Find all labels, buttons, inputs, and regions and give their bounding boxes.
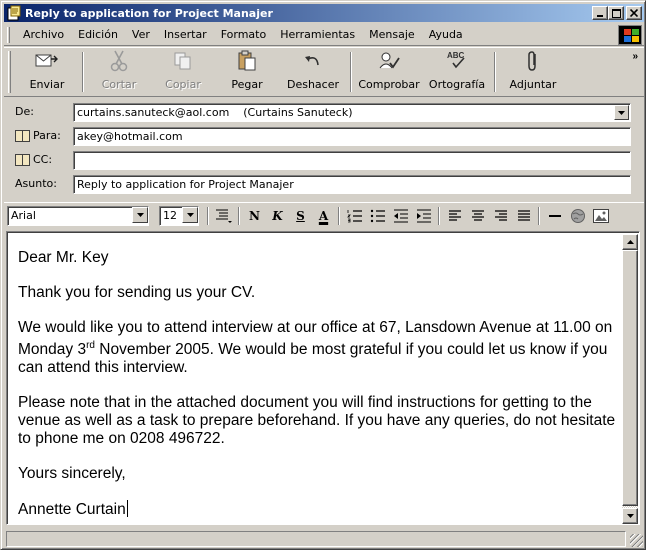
align-center-button[interactable] [466,206,489,226]
paragraph-2-end: November 2005. We would be most grateful if you could let us know if you can attend this interview. [18,341,608,377]
text-caret [127,500,128,517]
to-label[interactable] [15,129,61,142]
scroll-thumb[interactable] [622,250,638,506]
from-label [15,105,34,118]
undo-button[interactable] [279,48,347,96]
cc-field[interactable] [73,151,631,170]
chevron-down-icon [187,213,194,217]
windows-logo-icon [618,25,642,45]
spelling-icon [444,50,470,72]
attach-button[interactable] [499,48,567,96]
font-size-dropdown-button[interactable] [182,207,198,223]
close-button[interactable] [626,6,642,20]
menu-ver[interactable]: Ver [131,28,150,41]
attach-label: Adjuntar [509,78,557,91]
horizontal-line-icon [548,211,562,221]
decrease-indent-icon [393,209,409,223]
formatting-toolbar [4,202,644,228]
font-size-value: 12 [163,208,177,222]
toolbar-separator [82,52,84,92]
minimize-icon [596,9,604,17]
close-icon [630,9,638,17]
numbered-list-icon [347,209,363,223]
menubar-grip[interactable] [7,27,10,43]
address-book-icon [15,154,30,166]
status-bar [4,529,644,548]
underline-button[interactable]: S [296,208,305,223]
paragraph-3: Please note that in the attached document you will find instructions for getting to the venue as well as a task to prepare beforehand. If you have any queries, do not hesitate to phone me on 0208 496722. [18,394,616,448]
align-right-button[interactable] [489,206,512,226]
spelling-icon-text: ABC [447,51,465,60]
menu-herramientas[interactable]: Herramientas [280,28,356,41]
scroll-down-button[interactable] [622,508,638,524]
from-label-text: De: [15,105,34,118]
picture-icon [593,209,609,223]
minimize-button[interactable] [592,6,608,20]
increase-indent-button[interactable] [412,206,435,226]
maximize-button[interactable] [608,6,624,20]
to-value: akey@hotmail.com [77,130,183,143]
subject-label [15,177,57,190]
toolbar-separator [494,52,496,92]
copy-icon [170,50,196,72]
copy-button[interactable] [151,48,215,96]
align-right-icon [494,210,508,222]
address-book-icon [15,130,30,142]
paste-button[interactable] [215,48,279,96]
paperclip-icon [520,50,546,72]
menu-bar [4,24,644,46]
cc-label[interactable] [15,153,52,166]
cut-label: Cortar [101,78,137,91]
from-value: curtains.sanuteck@aol.com (Curtains Sanuteck) [77,106,353,119]
send-label: Enviar [29,78,65,91]
bulleted-list-icon [370,209,386,223]
menu-ayuda[interactable]: Ayuda [428,28,463,41]
align-center-icon [471,210,485,222]
send-mail-icon [34,50,60,72]
paragraph-style-button[interactable] [212,206,235,226]
bold-button[interactable]: N [249,208,260,223]
format-separator [207,207,209,225]
format-separator [338,207,340,225]
vertical-scrollbar[interactable] [622,234,638,524]
insert-picture-button[interactable] [589,206,612,226]
horizontal-line-button[interactable] [543,206,566,226]
numbered-list-button[interactable] [343,206,366,226]
justify-icon [517,210,531,222]
format-separator [438,207,440,225]
from-field[interactable] [73,103,631,122]
message-body[interactable] [6,231,640,525]
subject-label-text: Asunto: [15,177,57,190]
check-names-button[interactable] [355,48,423,96]
paragraph-2 [18,319,622,377]
toolbar-separator [350,52,352,92]
toolbar-overflow-chevron[interactable]: » [632,51,638,62]
subject-value: Reply to application for Project Manajer [77,178,294,191]
standard-toolbar [4,47,644,97]
compose-message-icon [6,5,22,21]
spelling-button[interactable] [423,48,491,96]
align-left-icon [448,210,462,222]
insert-hyperlink-button[interactable] [566,206,589,226]
signature-text: Annette Curtain [18,501,126,519]
paragraph-1: Thank you for sending us your CV. [18,284,256,301]
chevron-down-icon [618,111,625,115]
paste-icon [234,50,260,72]
font-select[interactable] [7,206,149,226]
from-dropdown-button[interactable] [614,105,629,120]
font-color-button[interactable]: A [318,208,329,223]
align-left-button[interactable] [443,206,466,226]
send-button[interactable] [15,48,79,96]
menu-formato[interactable]: Formato [220,28,267,41]
title-bar[interactable] [4,4,644,22]
check-names-icon [376,50,402,72]
paste-label: Pegar [231,78,263,91]
toolbar-grip[interactable] [8,51,11,93]
maximize-icon [612,9,621,18]
font-size-select[interactable] [159,206,199,226]
signature-line [18,500,622,519]
justify-button[interactable] [512,206,535,226]
ordinal-suffix: rd [86,340,95,351]
paragraph-style-icon [215,208,233,224]
scissors-icon [106,50,132,72]
to-label-text: Para: [33,129,61,142]
status-pane [6,531,626,547]
menu-mensaje[interactable]: Mensaje [369,28,415,41]
arrow-up-icon [627,240,634,244]
format-separator [238,207,240,225]
copy-label: Copiar [165,78,201,91]
window-title: Reply to application for Project Manajer [25,6,273,20]
format-separator [538,207,540,225]
check-names-label: Comprobar [358,78,420,91]
spelling-label: Ortografía [428,78,486,91]
bulleted-list-button[interactable] [366,206,389,226]
chevron-down-icon [137,213,144,217]
resize-grip[interactable] [630,534,643,547]
font-dropdown-button[interactable] [132,207,148,223]
cc-label-text: CC: [33,153,53,166]
closing-line: Yours sincerely, [18,465,126,483]
undo-icon [300,50,326,72]
undo-label: Deshacer [286,78,340,91]
menu-archivo[interactable]: Archivo [23,28,65,41]
globe-link-icon [570,208,586,224]
cut-button[interactable] [87,48,151,96]
italic-button[interactable]: K [272,208,283,223]
greeting-line: Dear Mr. Key [18,249,109,266]
arrow-down-icon [627,514,634,518]
message-text[interactable] [18,249,622,536]
menu-edicion[interactable]: Edición [78,28,118,41]
menu-insertar[interactable]: Insertar [163,28,207,41]
font-value: Arial [11,208,36,222]
subject-field[interactable] [73,175,631,194]
paragraph-2-start: We would like you to attend interview at our office at 67, Lansdown Avenue at 11.00 on Monday 3 [18,319,613,359]
decrease-indent-button[interactable] [389,206,412,226]
increase-indent-icon [416,209,432,223]
scroll-up-button[interactable] [622,234,638,250]
to-field[interactable] [73,127,631,146]
